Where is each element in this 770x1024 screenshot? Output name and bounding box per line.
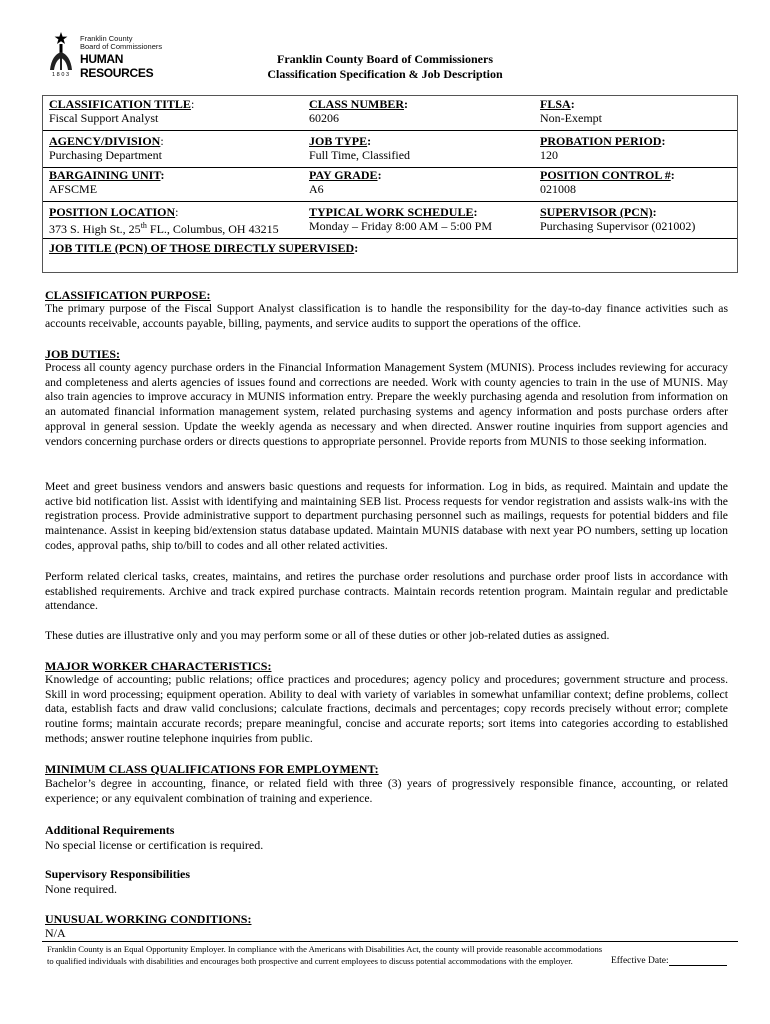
bargaining-unit-label: BARGAINING UNIT (49, 168, 161, 182)
supervisor-label: SUPERVISOR (PCN) (540, 205, 653, 219)
typical-schedule-label: TYPICAL WORK SCHEDULE (309, 205, 474, 219)
pay-grade-value: A6 (309, 182, 324, 196)
supervisory-heading: Supervisory Responsibilities (45, 867, 191, 881)
bargaining-unit-cell: BARGAINING UNIT: AFSCME (49, 168, 165, 196)
supervisor-cell: SUPERVISOR (PCN): Purchasing Supervisor (021002) (540, 205, 696, 233)
purpose-heading: CLASSIFICATION PURPOSE: (45, 288, 211, 302)
job-type-value: Full Time, Classified (309, 148, 411, 162)
typical-schedule-value: Monday – Friday 8:00 AM – 5:00 PM (309, 219, 493, 233)
duties-paragraph-2: Meet and greet business vendors and answers basic questions and requests for information. Log in bids, as required. Maintain and update the active bid notification list. Assist with identifying and maintaining SEB list. Process requests for vendor registration and assists walk-ins with the registration process. Provide administrative support to department purchasing personnel such as mailings, requests for potential bidders and file maintenance. Assist in keeping bid/extension status database updated. Maintain MUNIS database with next year PO numbers, setting up location codes, approval paths, ship to/bill to codes and all other related activities. (45, 480, 728, 552)
logo-line-2: Board of Commissioners (80, 42, 163, 51)
eeo-statement: Franklin County is an Equal Opportunity Employer. In compliance with the Americans with Disabilities Act, the county will provide reasonable accommodations to qualified individuals with disabilities and encourages both prospective and current employees to discuss potential accommodations with the employer. (47, 944, 603, 967)
logo-year: 1803 (52, 72, 71, 78)
classification-title-cell: CLASSIFICATION TITLE: Fiscal Support Analyst (49, 97, 195, 125)
unusual-conditions-text: N/A (45, 926, 66, 940)
row-divider (43, 238, 737, 239)
pay-grade-cell: PAY GRADE: A6 (309, 168, 382, 196)
supervisory-text: None required. (45, 882, 117, 896)
effective-date-blank (669, 956, 727, 966)
characteristics-heading: MAJOR WORKER CHARACTERISTICS: (45, 659, 272, 673)
job-type-label: JOB TYPE (309, 134, 368, 148)
flsa-value: Non-Exempt (540, 111, 602, 125)
row-divider (43, 130, 737, 131)
effective-date-label: Effective Date: (611, 956, 669, 966)
directly-supervised-cell: JOB TITLE (PCN) OF THOSE DIRECTLY SUPERVISED: (49, 241, 359, 255)
logo-line-1: Franklin County (80, 34, 133, 43)
document-subtitle: Classification Specification & Job Description (267, 67, 503, 81)
directly-supervised-label: JOB TITLE (PCN) OF THOSE DIRECTLY SUPERVISED (49, 241, 355, 255)
qualifications-text: Bachelor’s degree in accounting, finance, or related field with three (3) years of progressively responsible finance, accounting, or related experience; or any equivalent combination of training and experience. (45, 777, 728, 805)
flsa-label: FLSA (540, 97, 571, 111)
duties-paragraph-3: Perform related clerical tasks, creates, maintains, and retires the purchase order resolutions and purchase order proof lists in accordance with established requirements. Archive and track expired purchase contracts. Maintain records retention program. Maintain regular and predictable attendance. (45, 570, 728, 613)
position-location-value: 373 S. High St., 25th FL., Columbus, OH 43215 (49, 221, 279, 236)
logo-department: HUMAN RESOURCES (80, 52, 154, 80)
purpose-text: The primary purpose of the Fiscal Support Analyst classification is to handle the responsibility for the day-to-day finance activities such as accounts receivable, accounts payable, billing, payments, and service audits to support the operations of the office. (45, 302, 728, 330)
probation-period-cell: PROBATION PERIOD: 120 (540, 134, 666, 162)
bargaining-unit-value: AFSCME (49, 182, 98, 196)
position-control-label: POSITION CONTROL # (540, 168, 671, 182)
class-number-cell: CLASS NUMBER: 60206 (309, 97, 409, 125)
additional-requirements-text: No special license or certification is required. (45, 838, 264, 852)
classification-title-value: Fiscal Support Analyst (49, 111, 159, 125)
supervisor-value: Purchasing Supervisor (021002) (540, 219, 696, 233)
duties-paragraph-4: These duties are illustrative only and you may perform some or all of these duties or other job-related duties as assigned. (45, 629, 610, 642)
flsa-cell: FLSA: Non-Exempt (540, 97, 602, 125)
position-location-label: POSITION LOCATION (49, 205, 176, 219)
pay-grade-label: PAY GRADE (309, 168, 378, 182)
unusual-conditions-heading: UNUSUAL WORKING CONDITIONS: (45, 912, 252, 926)
probation-period-label: PROBATION PERIOD (540, 134, 662, 148)
characteristics-text: Knowledge of accounting; public relations; office practices and procedures; agency policy and procedures; government structure and process. Skill in word processing; equipment operation. Ability to deal with variety of variables in somewhat unfamiliar context; define problems, collect data, establish facts and draw valid conclusions; calculate fractions, decimals and percentages; copy records precisely without error; complete routine forms; maintain accurate records; prepare meaningful, concise and accurate reports; sort items into categories according to established methods; answer routine telephone inquiries from public. (45, 673, 728, 745)
typical-schedule-cell: TYPICAL WORK SCHEDULE: Monday – Friday 8:00 AM – 5:00 PM (309, 205, 493, 233)
agency-division-cell: AGENCY/DIVISION: Purchasing Department (49, 134, 164, 162)
agency-division-value: Purchasing Department (49, 148, 162, 162)
agency-division-label: AGENCY/DIVISION (49, 134, 161, 148)
footer-divider (42, 941, 738, 942)
class-number-label: CLASS NUMBER (309, 97, 405, 111)
position-control-value: 021008 (540, 182, 576, 196)
qualifications-heading: MINIMUM CLASS QUALIFICATIONS FOR EMPLOYMENT: (45, 762, 379, 776)
additional-requirements-heading: Additional Requirements (45, 823, 175, 837)
classification-title-label: CLASSIFICATION TITLE (49, 97, 191, 111)
position-info-table (42, 95, 738, 273)
position-control-cell: POSITION CONTROL #: 021008 (540, 168, 675, 196)
duties-heading: JOB DUTIES: (45, 347, 121, 361)
position-location-cell: POSITION LOCATION: 373 S. High St., 25th FL., Columbus, OH 43215 (49, 205, 279, 236)
row-divider (43, 201, 737, 202)
probation-period-value: 120 (540, 148, 558, 162)
class-number-value: 60206 (309, 111, 339, 125)
job-type-cell: JOB TYPE: Full Time, Classified (309, 134, 411, 162)
effective-date (611, 956, 727, 966)
duties-paragraph-1: Process all county agency purchase orders in the Financial Information Management System (MUNIS). Process includes reviewing for accuracy and completeness and alerts agencies of issues found and corrections are needed. Work with county agencies to train in the use of MUNIS. May also train agencies to improve accuracy in MUNIS information entry. Prepare the weekly purchasing agenda and resolution from information on an automated financial information management system, related purchasing systems and agency information and posts purchase orders after approval in general session. Update the weekly agenda as necessary and when directed. Answer routine inquiries from support agencies and vendors concerning purchase orders or directs questions to appropriate personnel. Provide reports from MUNIS to those seeking information. (45, 361, 728, 448)
document-org: Franklin County Board of Commissioners (276, 52, 494, 66)
